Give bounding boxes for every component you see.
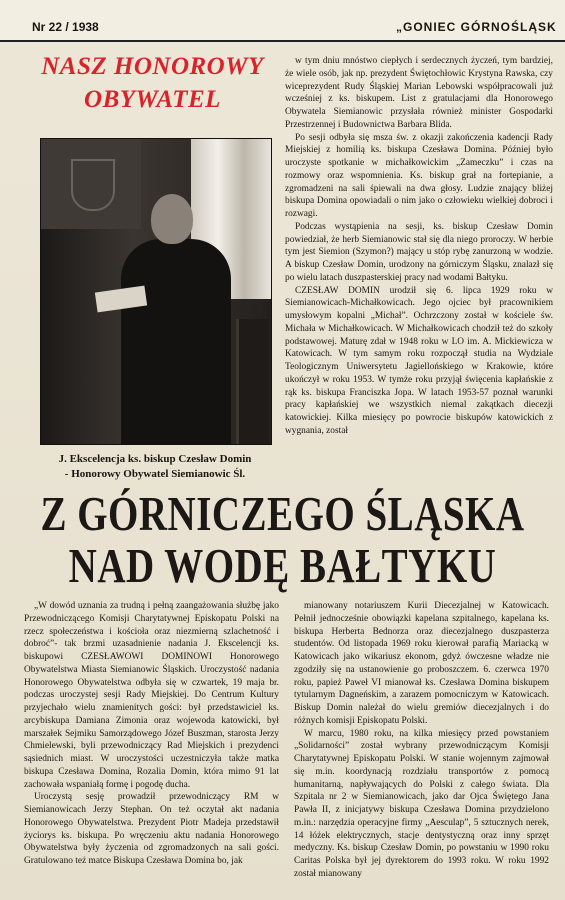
paragraph: Uroczystą sesję prowadził przewodniczący RM w Siemianowicach Jerzy Stephan. On też oczytał akt nadania Honorowego Obywatelstwa. Prezydent Piotr Madeja przedstawił życiorys ks. biskupa. Po wręczeniu aktu nadania Honorowego Obywatelstwa były życzenia od zgromadzonych na sali gości. Gratulowano też matce Biskupa Czesława Domina bo, jak [24,792,279,866]
paragraph: Po sesji odbyła się msza św. z okazji zakończenia kadencji Rady Miejskiej z homilią ks. biskupa Czesława Domina. Później było uroczyste spotkanie w michałkowickim „Zameczku” i czas na rozmowy oraz wspomnienia. Ks. biskup grał na fortepianie, a zgromadzeni na sali śpiewali na dwa głosy. Ludzie znający bliżej biskupa Domina opowiadali o nim jako o człowieku wielkiej dobroci i rozwagi. [285,132,553,219]
issue-number: Nr 22 / 1938 [32,20,99,34]
paragraph: „W dowód uznania za trudną i pełną zaangażowania służbę jako Przewodniczącego Komisji Charytatywnej Episkopatu Polski na rzecz społeczeństwa i kościoła oraz niezmierną szlachetność i dobroć”- tak brzmi uzasadnienie nadania J. Ekscelencji ks. biskupowi CZESŁAWOWI DOMINOWI Honorowego Obywatelstwa Miasta Siemianowic Śląskich. Uroczystość nadania Honorowego Obywatelstwa odbyła się w czwartek, 19 maja br. podczas uroczystej sesji Rady Miejskiej. Do Centrum Kultury przyjechało wielu znamienitych gości: był przedstawiciel ks. arcybiskupa Damiana Zimonia oraz wojewoda katowicki, był marszałek Sejmiku Samorządowego Józef Buszman, starosta Jerzy Chmielewski, byli przewodniczący Rad Miejskich i prezydenci sąsiednich miast. W uroczystości uczestniczyła także matka biskupa Czesława Domina, Rozalia Domin, która mimo 91 lat zachowała wspaniałą formę i pogodę ducha. [24,601,279,790]
headline-line-2: NAD WODĘ BAŁTYKU [68,539,497,594]
priest-head [151,194,193,244]
wall-emblem [41,139,141,229]
article-column-right-top [285,55,553,475]
paragraph: Podczas wystąpienia na sesji, ks. biskup Czesław Domin powiedział, że herb Siemianowic stał się dla niego proroczy. W herbie tym jest Siemion (Szymon?) mający u stóp rybę zanurzoną w wodzie. A biskup Czesław Domin, urodzony na górniczym Śląsku, znalazł się po wielu latach duszpasterskiej pracy nad wodami Bałtyku. [285,221,553,283]
masthead [0,0,565,42]
caption-line-1: J. Ekscelencja ks. biskup Czesław Domin [58,453,252,465]
section-kicker [30,50,275,122]
kicker-line-2: OBYWATEL [84,86,221,113]
paragraph: mianowany notariuszem Kurii Diecezjalnej w Katowicach. Pełnił jednocześnie obowiązki kapelana szpitalnego, kapelana ks. biskupa Herberta Bednorza oraz diecezjalnego duszpasterza studentów. Od listopada 1969 roku kierował parafią Mariacką w Katowicach jako wikariusz ekonom, gdyż ówczesne władze nie zgodziły się na ustanowienie go proboszczem. 6. czerwca 1970 roku, papież Paweł VI mianował ks. Czesława Domina biskupem tytularnym Dagneńskim, a zarazem pomocniczym w Katowicach. Biskup Domin należał do wielu gremiów diecezjalnych i do różnych komisji Episkopatu Polski. [294,601,549,726]
eagle-emblem-icon [71,159,115,211]
headline-line-1: Z GÓRNICZEGO ŚLĄSKA [40,487,525,542]
paragraph: W marcu, 1980 roku, na kilka miesięcy przed powstaniem „Solidarności” został wybrany przewodniczącym Komisji Charytatywnej Episkopatu Polski. W stanie wojennym zajmował się m.in. koordynacją rozdziału transportów z pomocą humanitarną, napływających do Polski z całego świata. Dla Szpitala nr 2 w Siemianowicach, jako dar Ojca Świętego Jana Pawła II, z inicjatywy biskupa Czesława Domina przydzielono m.in.: narzędzia operacyjne firmy „Aesculap”, 5 sztucznych nerek, 14 łóżek elektrycznych, stacje dentystyczną oraz inny sprzęt medyczny. Ks. biskup Czesław Domin, po powstaniu w 1990 roku Caritas Polska był jej dyrektorem do 1993 roku. W roku 1992 został mianowany [294,728,549,879]
paragraph: w tym dniu mnóstwo ciepłych i serdecznych życzeń, tym bardziej, że wiele osób, jak np. prezydent Świętochłowic Krystyna Rawska, czy wiceprezydent Rudy Śląskiej Marian Lebowski współpracowali już wcześniej z ks. biskupem. List z gratulacjami dla Honorowego Obywatela Siemianowic przysłała również minister Gospodarki Przestrzennej i Budownictwa Barbara Blida. [285,56,553,130]
portrait-photo [40,138,272,445]
newspaper-name: „GONIEC GÓRNOŚLĄSK [396,20,557,34]
caption-line-2: - Honorowy Obywatel Siemianowic Śl. [64,468,246,480]
chair [236,319,269,444]
paragraph: CZESŁAW DOMIN urodził się 6. lipca 1929 roku w Siemianowicach-Michałkowicach. Jego ojciec był pracownikiem umysłowym kopalni „Michał”. Ochrzczony został w kościele św. Michała w Michałkowicach. W Michałkowicach chodził też do szkoły podstawowej. Maturę zdał w 1948 roku w LO im. A. Mickiewicza w Katowicach. W tym samym roku rozpoczął studia na Wydziale Teologicznym Uniwersytetu Jagiellońskiego w Krakowie, które ukończył w roku 1953. W tymże roku przyjął święcenia kapłańskie z rąk ks. biskupa Franciszka Jopa. W latach 1953-57 poznał warunki pracy kapłańskiej we wszystkich niemal zakątkach diecezji katowickiej. Kilka miesięcy po powrocie biskupów katowickich z wygnania, został [285,285,553,436]
kicker-line-1: NASZ HONOROWY [41,53,264,80]
priest-figure [121,239,231,444]
article-column-bottom-right [294,600,549,900]
photo-caption [40,452,270,482]
article-column-bottom-left [24,600,279,900]
